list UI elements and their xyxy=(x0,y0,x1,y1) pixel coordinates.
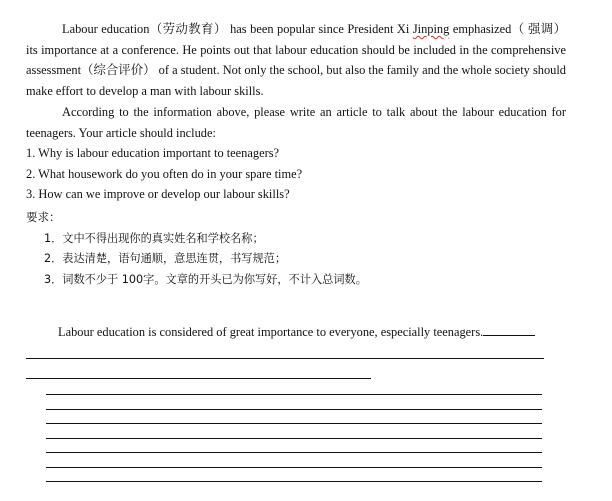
requirement-1: 1．文中不得出现你的真实姓名和学校名称； xyxy=(44,232,264,245)
answer-line[interactable] xyxy=(46,467,542,468)
opening-sentence: Labour education is considered of great importance to everyone, especially teenagers. xyxy=(58,325,484,339)
inline-answer-blank[interactable] xyxy=(483,323,535,336)
answer-line[interactable] xyxy=(46,481,542,482)
answer-line[interactable] xyxy=(46,423,542,424)
answer-line[interactable] xyxy=(46,452,542,453)
question-2: 2. What housework do you often do in your spare time? xyxy=(26,167,303,181)
intro-text-before-name: Labour education（劳动教育） has been popular since President Xi xyxy=(62,22,413,36)
answer-line[interactable] xyxy=(26,378,371,379)
answer-line[interactable] xyxy=(46,394,542,395)
intro-text-after-name: emphasized（ 强调） its importance at a conference. He points out that labour education should be included in the comprehensive assessment（综合评价） of a student. Not only the school, but also the family and the whole society should make effort to develop a man with labour skills. xyxy=(26,22,566,98)
writing-prompt: According to the information above, please write an article to talk about the labour education for teenagers. Your article should include: xyxy=(26,105,566,140)
answer-line[interactable] xyxy=(46,409,542,410)
question-1: 1. Why is labour education important to teenagers? xyxy=(26,146,280,160)
requirement-3: 3．词数不少于 100字。文章的开头已为你写好，不计入总词数。 xyxy=(44,273,367,286)
requirements-title: 要求： xyxy=(26,210,61,224)
opening-sentence-line xyxy=(58,322,535,342)
intro-paragraph xyxy=(26,19,566,101)
answer-line[interactable] xyxy=(26,358,544,359)
answer-line[interactable] xyxy=(46,438,542,439)
requirement-2: 2．表达清楚，语句通顺，意思连贯，书写规范； xyxy=(44,252,287,265)
spellcheck-flagged-name: Jinping xyxy=(412,22,450,36)
question-3: 3. How can we improve or develop our labour skills? xyxy=(26,187,290,201)
